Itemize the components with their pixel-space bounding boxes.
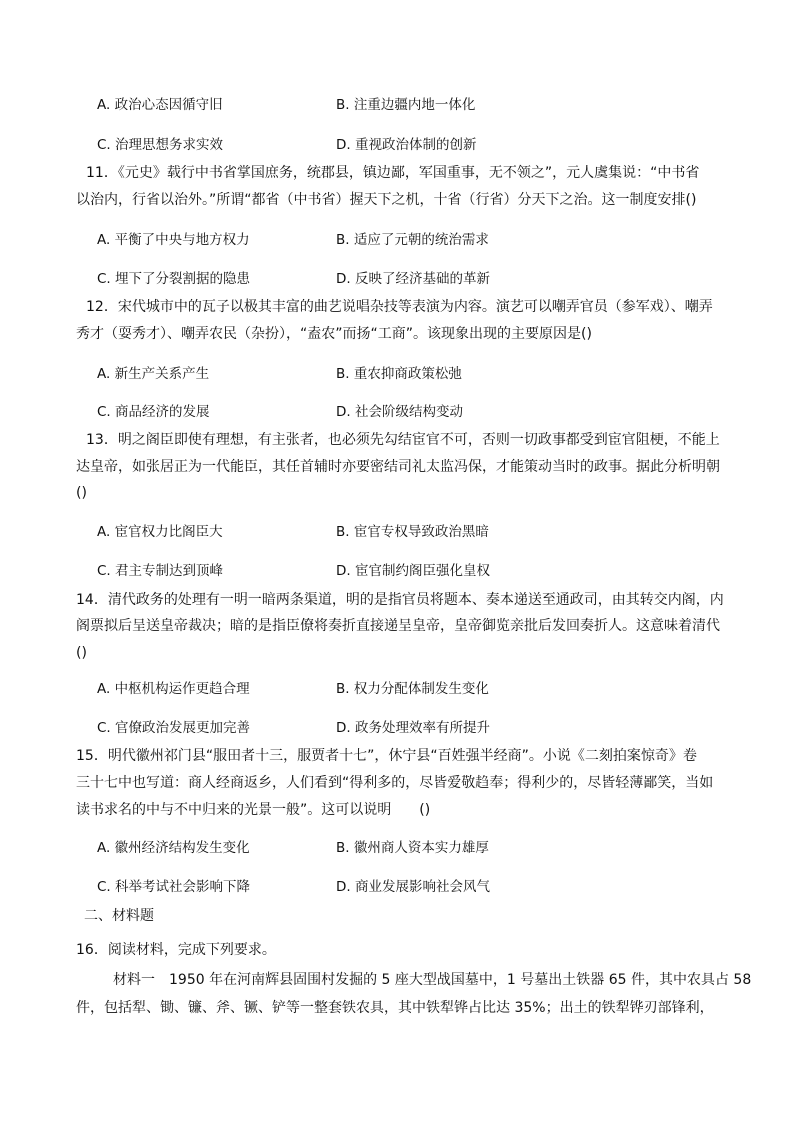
- q12-option-b: B. 重农抑商政策松弛: [336, 366, 462, 382]
- q16-material-line-1: 材料一 1950 年在河南辉县固围村发掘的 5 座大型战国墓中，1 号墓出土铁器 65 件，其中农具占 58: [113, 972, 752, 988]
- q13-option-d: D. 宦官制约阁臣强化皇权: [336, 563, 490, 579]
- q12-stem-line-2: 秀才（耍秀才）、嘲弄农民（杂扮），“盍农”而扬“工商”。该现象出现的主要原因是(): [76, 326, 592, 342]
- q12-option-a: A. 新生产关系产生: [97, 366, 210, 382]
- q15-option-a: A. 徽州经济结构发生变化: [97, 840, 250, 856]
- q16-stem: 16．阅读材料，完成下列要求。: [76, 942, 276, 958]
- q14-option-b: B. 权力分配体制发生变化: [336, 681, 489, 697]
- section-title: 二、材料题: [84, 908, 154, 924]
- q13-option-c: C. 君主专制达到顶峰: [97, 563, 224, 579]
- q14-stem-line-1: 14．清代政务的处理有一明一暗两条渠道，明的是指官员将题本、奏本递送至通政司，由其转交内阁，内: [76, 592, 724, 608]
- q15-stem-line-3: 读书求名的中与不中归来的光景一般”。这可以说明 (): [76, 802, 431, 818]
- q10-option-a: A. 政治心态因循守旧: [97, 97, 223, 113]
- q13-stem-line-1: 13．明之阁臣即使有理想，有主张者，也必须先勾结宦官不可，否则一切政事都受到宦官阻梗，不能上: [86, 432, 720, 448]
- q11-option-a: A. 平衡了中央与地方权力: [97, 232, 250, 248]
- q11-option-c: C. 埋下了分裂割据的隐患: [97, 271, 251, 287]
- q14-option-c: C. 官僚政治发展更加完善: [97, 720, 251, 736]
- q13-stem-line-2: 达皇帝，如张居正为一代能臣，其任首辅时亦要密结司礼太监冯保，才能策动当时的政事。据此分析明朝: [76, 459, 720, 475]
- q10-option-c: C. 治理思想务求实效: [97, 137, 224, 153]
- q11-option-d: D. 反映了经济基础的革新: [336, 271, 490, 287]
- q11-stem-line-2: 以治内，行省以治外。”所谓“都省（中书省）握天下之机，十省（行省）分天下之治。这一制度安排(): [76, 192, 697, 208]
- q15-option-b: B. 徽州商人资本实力雄厚: [336, 840, 489, 856]
- q15-stem-line-1: 15．明代徽州祁门县“服田者十三，服贾者十七”，休宁县“百姓强半经商”。小说《二刻拍案惊奇》卷: [76, 748, 697, 764]
- q16-material-line-2: 件，包括犁、锄、镰、斧、镢、铲等一整套铁农具，其中铁犁铧占比达 35%；出土的铁犁铧刃部锋利，: [76, 1000, 714, 1016]
- q13-option-a: A. 宦官权力比阁臣大: [97, 524, 223, 540]
- q14-option-a: A. 中枢机构运作更趋合理: [97, 681, 250, 697]
- q15-option-c: C. 科举考试社会影响下降: [97, 879, 251, 895]
- q11-option-b: B. 适应了元朝的统治需求: [336, 232, 489, 248]
- q10-option-b: B. 注重边疆内地一体化: [336, 97, 476, 113]
- q11-stem-line-1: 11．《元史》载行中书省掌国庶务，统郡县，镇边鄙，军国重事，无不领之”，元人虞集说：“中书省: [86, 165, 700, 181]
- q12-stem-line-1: 12．宋代城市中的瓦子以极其丰富的曲艺说唱杂技等表演为内容。演艺可以嘲弄官员（参军戏）、嘲弄: [86, 299, 713, 315]
- q12-option-c: C. 商品经济的发展: [97, 404, 210, 420]
- q10-option-d: D. 重视政治体制的创新: [336, 137, 477, 153]
- q13-stem-line-3: (): [76, 485, 87, 501]
- q12-option-d: D. 社会阶级结构变动: [336, 404, 463, 420]
- q14-stem-line-3: (): [76, 645, 87, 661]
- q13-option-b: B. 宦官专权导致政治黑暗: [336, 524, 489, 540]
- q14-option-d: D. 政务处理效率有所提升: [336, 720, 490, 736]
- q15-option-d: D. 商业发展影响社会风气: [336, 879, 490, 895]
- q15-stem-line-2: 三十七中也写道：商人经商返乡，人们看到“得利多的，尽皆爱敬趋奉；得利少的，尽皆轻薄鄙笑，当如: [76, 775, 714, 791]
- q14-stem-line-2: 阁票拟后呈送皇帝裁决；暗的是指臣僚将奏折直接递呈皇帝，皇帝御览亲批后发回奏折人。这意味着清代: [76, 618, 720, 634]
